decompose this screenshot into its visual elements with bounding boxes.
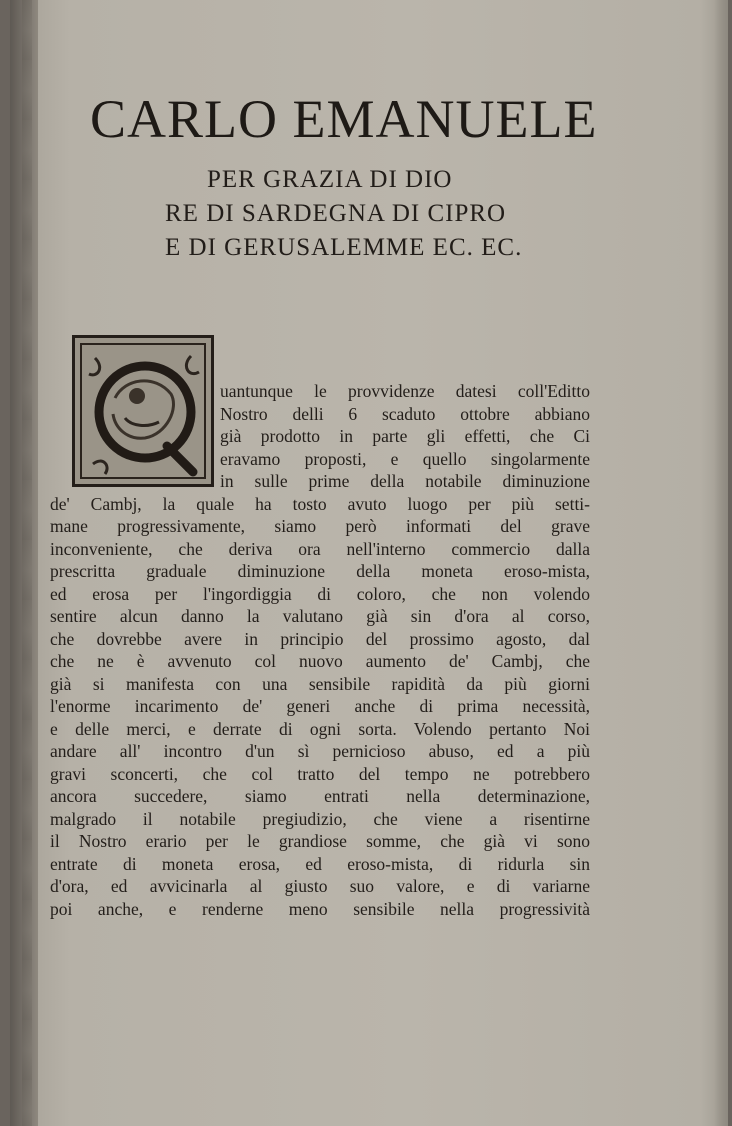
subtitle-line-2: RE DI SARDEGNA DI CIPRO — [165, 200, 507, 227]
edict-body-text — [50, 380, 590, 920]
page-fold-shadow — [22, 0, 32, 1126]
body-line-7: mane progressivamente, siamo però informati del grave — [50, 516, 590, 536]
subtitle-line-1: PER GRAZIA DI DIO — [207, 166, 453, 193]
body-line-21: il Nostro erario per le grandiose somme, che già vi sono — [50, 831, 590, 851]
body-line-13: che ne è avvenuto col nuovo aumento de' Cambj, che — [50, 651, 590, 671]
document-page — [10, 0, 728, 1126]
body-line-18: gravi sconcerti, che col tratto del tempo ne potrebbero — [50, 763, 590, 784]
subtitle-line-3: E DI GERUSALEMME EC. EC. — [165, 234, 523, 261]
body-line-5: in sulle prime della notabile diminuzione — [220, 471, 590, 491]
page-edge — [714, 0, 728, 1126]
body-line-10: ed erosa per l'ingordiggia di coloro, che non volendo — [50, 583, 590, 604]
body-line-3: già prodotto in parte gli effetti, che Ci — [220, 426, 590, 446]
body-line-12: che dovrebbe avere in principio del prossimo agosto, dal — [50, 628, 590, 649]
body-line-1: uantunque le provvidenze datesi coll'Editto — [220, 381, 590, 401]
body-line-22: entrate di moneta erosa, ed eroso-mista, di ridurla sin — [50, 853, 590, 874]
body-line-2: Nostro delli 6 scaduto ottobre abbiano — [220, 403, 590, 424]
body-line-23: d'ora, ed avvicinarla al giusto suo valore, e di variarne — [50, 876, 590, 896]
body-line-24: poi anche, e renderne meno sensibile nella progressività — [50, 898, 590, 919]
body-line-15: l'enorme incarimento de' generi anche di prima necessità, — [50, 696, 590, 716]
body-line-19: ancora succedere, siamo entrati nella determinazione, — [50, 786, 590, 806]
body-line-8: inconveniente, che deriva ora nell'interno commercio dalla — [50, 538, 590, 559]
document-title: CARLO EMANUELE — [90, 89, 598, 149]
body-line-4: eravamo proposti, e quello singolarmente — [220, 448, 590, 469]
body-line-11: sentire alcun danno la valutano già sin d'ora al corso, — [50, 606, 590, 626]
body-line-20: malgrado il notabile pregiudizio, che viene a risentirne — [50, 808, 590, 829]
body-line-9: prescritta graduale diminuzione della moneta eroso-mista, — [50, 561, 590, 581]
body-line-6: de' Cambj, la quale ha tosto avuto luogo per più setti- — [50, 493, 590, 514]
body-line-17: andare all' incontro d'un sì pernicioso abuso, ed a più — [50, 741, 590, 761]
body-line-14: già si manifesta con una sensibile rapidità da più giorni — [50, 673, 590, 694]
body-line-16: e delle merci, e derrate di ogni sorta. Volendo pertanto Noi — [50, 718, 590, 739]
